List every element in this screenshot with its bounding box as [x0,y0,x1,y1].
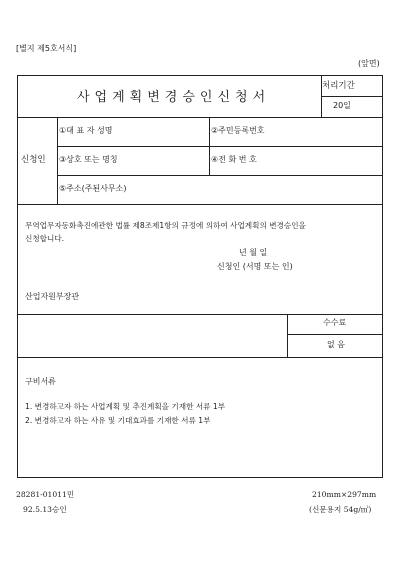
date-line[interactable]: 년 월 일 [239,248,268,257]
document-item-2: 2. 변경하고자 하는 사유 및 기대효과를 기재한 서류 1부 [25,416,211,425]
rep-name-field[interactable]: ①대 표 자 성명 [59,126,113,135]
applicant-label: 신청인 [21,155,46,165]
form-title: 사업계획변경승인신청서 [77,90,271,105]
recipient: 산업자원부장관 [25,292,80,301]
statement-line-2: 신청합니다. [25,234,65,243]
address-field[interactable]: ⑤주소(주된사무소) [59,184,127,193]
fee-value: 없 음 [327,340,345,349]
footer-approval: 92.5.13승인 [23,505,67,514]
statement-line-1: 무역업무자동화촉진에관한 법률 제8조제1항의 규정에 의하여 사업계획의 변경승인을 [25,221,306,230]
form-frame [17,75,383,478]
form-label: [별지 제5호서식] [16,44,77,53]
document-item-1: 1. 변경하고자 하는 사업계획 및 추진계획을 기재한 서류 1부 [25,402,226,411]
front-label: (앞면) [358,59,380,68]
phone-field[interactable]: ④전 화 번 호 [211,155,257,164]
processing-label: 처리기간 [322,81,355,91]
documents-heading: 구비서류 [25,377,56,386]
signature-line[interactable]: 신청인 (서명 또는 인) [217,262,293,271]
resident-no-field[interactable]: ②주민등록번호 [211,126,265,135]
footer-code: 28281-01011민 [16,490,75,499]
footer-size: 210mm×297mm [312,490,377,499]
fee-label: 수수료 [323,318,347,327]
footer-paper: (신문용지 54g/㎡) [309,505,372,514]
company-name-field[interactable]: ③상호 또는 명칭 [59,155,118,164]
processing-value: 20일 [333,101,351,110]
